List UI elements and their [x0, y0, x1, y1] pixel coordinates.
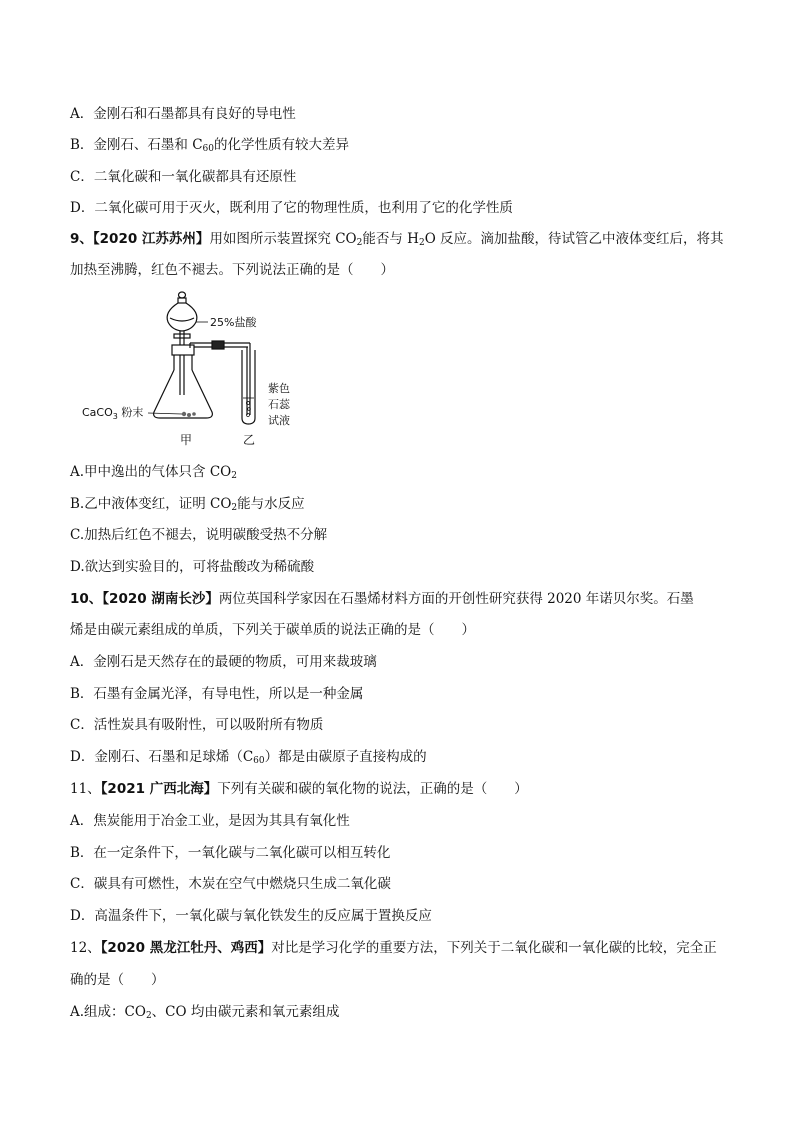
question-number: 11、	[70, 781, 101, 797]
q11-option-d: D．高温条件下，一氧化碳与氧化铁发生的反应属于置换反应	[70, 908, 432, 924]
q12-stem: 12、【2020 黑龙江牡丹、鸡西】对比是学习化学的重要方法，下列关于二氧化碳和一氧化碳的比较，完全正	[70, 940, 717, 956]
caco3-powder	[182, 412, 196, 417]
delivery-tube	[190, 341, 250, 415]
q9-option-b: B.乙中液体变红，证明 $CO_2$能与水反应	[70, 496, 305, 513]
acid-label: 25%盐酸	[210, 316, 257, 329]
q9-option-d: D.欲达到实验目的，可将盐酸改为稀硫酸	[70, 559, 315, 575]
caco3-label: CaCO$_3$ 粉末	[82, 406, 144, 421]
question-number: 10、	[70, 591, 103, 607]
q8-option-b: B．金刚石、石墨和 $C_{60}$的化学性质有较大差异	[70, 137, 349, 154]
tube-label: 乙	[243, 433, 256, 447]
q10-stem-line2: 烯是由碳元素组成的单质，下列关于碳单质的说法正确的是（ ）	[70, 622, 475, 638]
q9-stem-line2: 加热至沸腾，红色不褪去。下列说法正确的是（ ）	[70, 262, 394, 278]
q12-stem-line2: 确的是（ ）	[70, 972, 165, 988]
q10-option-c: C．活性炭具有吸附性，可以吸附所有物质	[70, 717, 324, 733]
q9-option-a: A.甲中逸出的气体只含 $CO_2$	[70, 464, 237, 481]
question-source: 【2020 黑龙江牡丹、鸡西】	[100, 940, 272, 956]
conical-flask	[154, 345, 213, 418]
apparatus-diagram	[82, 290, 312, 450]
question-number: 12、	[70, 940, 101, 956]
q11-option-a: A．焦炭能用于冶金工业，是因为其具有氧化性	[70, 813, 350, 829]
q11-option-b: B．在一定条件下，一氧化碳与二氧化碳可以相互转化	[70, 845, 391, 861]
q10-option-d: D．金刚石、石墨和足球烯$(C_{60})$都是由碳原子直接构成的	[70, 749, 427, 766]
question-source: 【2020 江苏苏州】	[92, 231, 210, 247]
litmus-label-1: 紫色	[268, 382, 290, 395]
question-source: 【2020 湖南长沙】	[102, 591, 219, 607]
test-tube	[242, 350, 255, 424]
q11-option-c: C．碳具有可燃性，木炭在空气中燃烧只生成二氧化碳	[70, 876, 391, 892]
q8-option-a: A．金刚石和石墨都具有良好的导电性	[70, 106, 296, 122]
q9-option-c: C.加热后红色不褪去，说明碳酸受热不分解	[70, 527, 328, 543]
q10-stem: 10、【2020 湖南长沙】两位英国科学家因在石墨烯材料方面的开创性研究获得 2020 年诺贝尔奖。石墨	[70, 591, 694, 607]
litmus-label-3: 试液	[268, 414, 290, 427]
q8-option-c: C．二氧化碳和一氧化碳都具有还原性	[70, 169, 297, 185]
litmus-label-2: 石蕊	[268, 398, 290, 411]
q12-option-a: A.组成：$CO_2$、CO 均由碳元素和氧元素组成	[70, 1004, 340, 1021]
question-number: 9、	[70, 231, 93, 247]
flask-label: 甲	[180, 433, 193, 447]
q10-option-b: B．石墨有金属光泽，有导电性，所以是一种金属	[70, 686, 364, 702]
q9-stem: 9、【2020 江苏苏州】用如图所示装置探究 $CO_2$能否与 $H_2O$ 反应。滴加盐酸，待试管乙中液体变红后，将其	[70, 231, 724, 248]
q10-option-a: A．金刚石是天然存在的最硬的物质，可用来裁玻璃	[70, 654, 377, 670]
question-source: 【2021 广西北海】	[100, 781, 218, 797]
q11-stem: 11、【2021 广西北海】下列有关碳和碳的氧化物的说法，正确的是（ ）	[70, 781, 528, 797]
q8-option-d: D．二氧化碳可用于灭火，既利用了它的物理性质，也利用了它的化学性质	[70, 200, 513, 216]
